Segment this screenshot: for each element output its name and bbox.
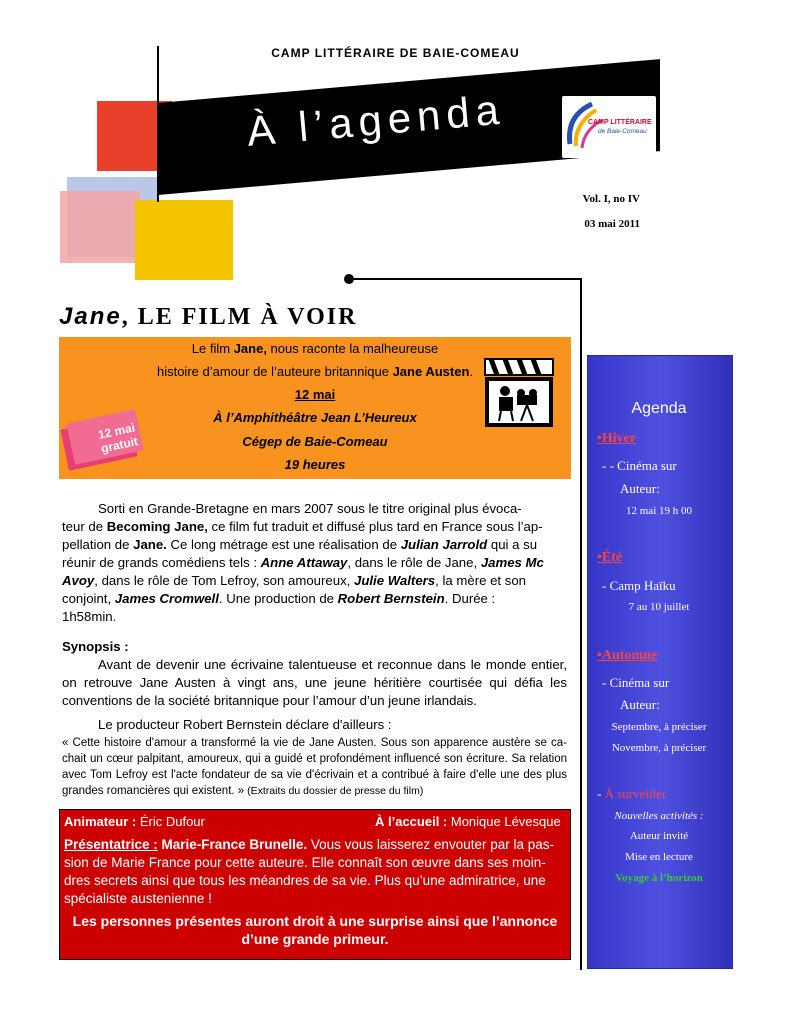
automne-item-2: Auteur: [620,697,660,712]
film-clapperboard-icon [483,357,555,429]
volume-number: Vol. I, no IV [582,193,640,205]
logo-text-1: CAMP LITTÉRAIRE [588,119,652,126]
synopsis-text: Avant de devenir une écrivaine talentueuse et reconnue dans le monde entier, on retrouve Jane Austen à vingt ans, une jeune héritière courtisée qui défia les conventions de la société britannique pour l’amour d’un jeune irlandais. [62,657,567,708]
activity-item: Mise en lecture [625,851,693,863]
issue-date: 03 mai 2011 [584,218,640,230]
producer-line: Le producteur Robert Bernstein déclare d'ailleurs : [98,717,392,732]
newsletter-title: À l’agenda [245,85,507,155]
decor-horizontal-line [352,278,581,280]
event-line-2: histoire d’amour de l’auteure britannique Jane Austen. [156,364,474,379]
ticket-label: 12 mai gratuit [96,420,140,456]
synopsis-label: Synopsis : [62,639,129,654]
automne-date-2: Novembre, à préciser [611,742,707,754]
producer-quote: « Cette histoire d'amour a transformé la vie de Jane Austen. Sous son apparence austère se ca-chait un cœur palpitant, amoureux, qui a guidé et profondément influencé son écriture. Sa relation avec Tom Lefroy est l'acte fondateur de sa vie d'écrivain et a contribué à faire d'elle une des plus grandes romancières qui existent. » (Extraits du dossier de presse du film) [62,737,567,797]
decor-pink-square [60,191,140,263]
presenters-box: Animateur : Éric Dufour À l’accueil : Monique Lévesque Présentatrice : Marie-France Brunelle. Vous vous laisserez envouter par la pas- sion de Marie France pour cette auteure. Elle connaît son œuvre dans ses moin- dres secrets ainsi que tous les méandres de sa vie. Plus qu’une admiratrice, une spécialiste austenienne ! Les personnes présentes auront droit à une surprise ainsi que l’annonce d’une grande primeur. [59,809,571,960]
hiver-item: - - Cinéma sur [602,458,677,473]
ete-item: - Camp Haïku [602,578,676,593]
automne-item: - Cinéma sur [602,675,670,690]
event-college: Cégep de Baie-Comeau [242,434,388,449]
section-automne[interactable]: •Automne [597,648,658,663]
activity-item: Voyage à l’horizon [615,872,703,884]
automne-date-1: Septembre, à préciser [611,721,707,733]
ete-date: 7 au 10 juillet [628,601,690,613]
decor-yellow-square [135,200,233,280]
section-surveiller[interactable]: - À surveiller [597,786,667,801]
p-line: réunir de grands comédiens tels : Anne Attaway, dans le rôle de Jane, James Mc [62,555,544,570]
p-line: Sorti en Grande-Bretagne en mars 2007 sous le titre original plus évoca- [98,501,522,516]
p-line: Avoy, dans le rôle de Tom Lefroy, son amoureux, Julie Walters, la mère et son [62,573,527,588]
new-activities-label: Nouvelles activités : [614,810,704,822]
event-date: 12 mai [294,387,336,402]
decor-column-line [580,278,582,970]
event-line-1: Le film Jane, nous raconte la malheureuse [191,341,439,356]
camp-logo [562,96,656,158]
hiver-date: 12 mai 19 h 00 [626,505,692,517]
section-hiver[interactable]: •Hiver [597,431,637,446]
event-place: À l’Amphithéâtre Jean L’Heureux [213,410,417,425]
activity-item: Auteur invité [629,830,689,842]
organization-name: CAMP LITTÉRAIRE DE BAIE-COMEAU [271,46,520,60]
section-ete[interactable]: •Été [597,550,623,565]
event-time: 19 heures [284,457,346,472]
article-title [59,303,357,331]
p-line: pellation de Jane. Ce long métrage est une réalisation de Julian Jarrold qui a su [62,537,538,552]
logo-text-2: de Baie-Comeau [598,128,647,135]
p-line: conjoint, James Cromwell. Une production de Robert Bernstein. Durée : [62,591,496,606]
p-line: teur de Becoming Jane, ce film fut traduit et diffusé plus tard en France sous l’ap- [62,519,543,534]
p-line: 1h58min. [62,609,117,624]
hiver-item-2: Auteur: [620,481,660,496]
sidebar-title: Agenda [631,400,687,417]
logo-swirl-icon [562,96,656,158]
article-paragraph [62,500,567,626]
title-rest: , LE FILM À VOIR [121,304,358,330]
title-jane: Jane [59,303,122,330]
